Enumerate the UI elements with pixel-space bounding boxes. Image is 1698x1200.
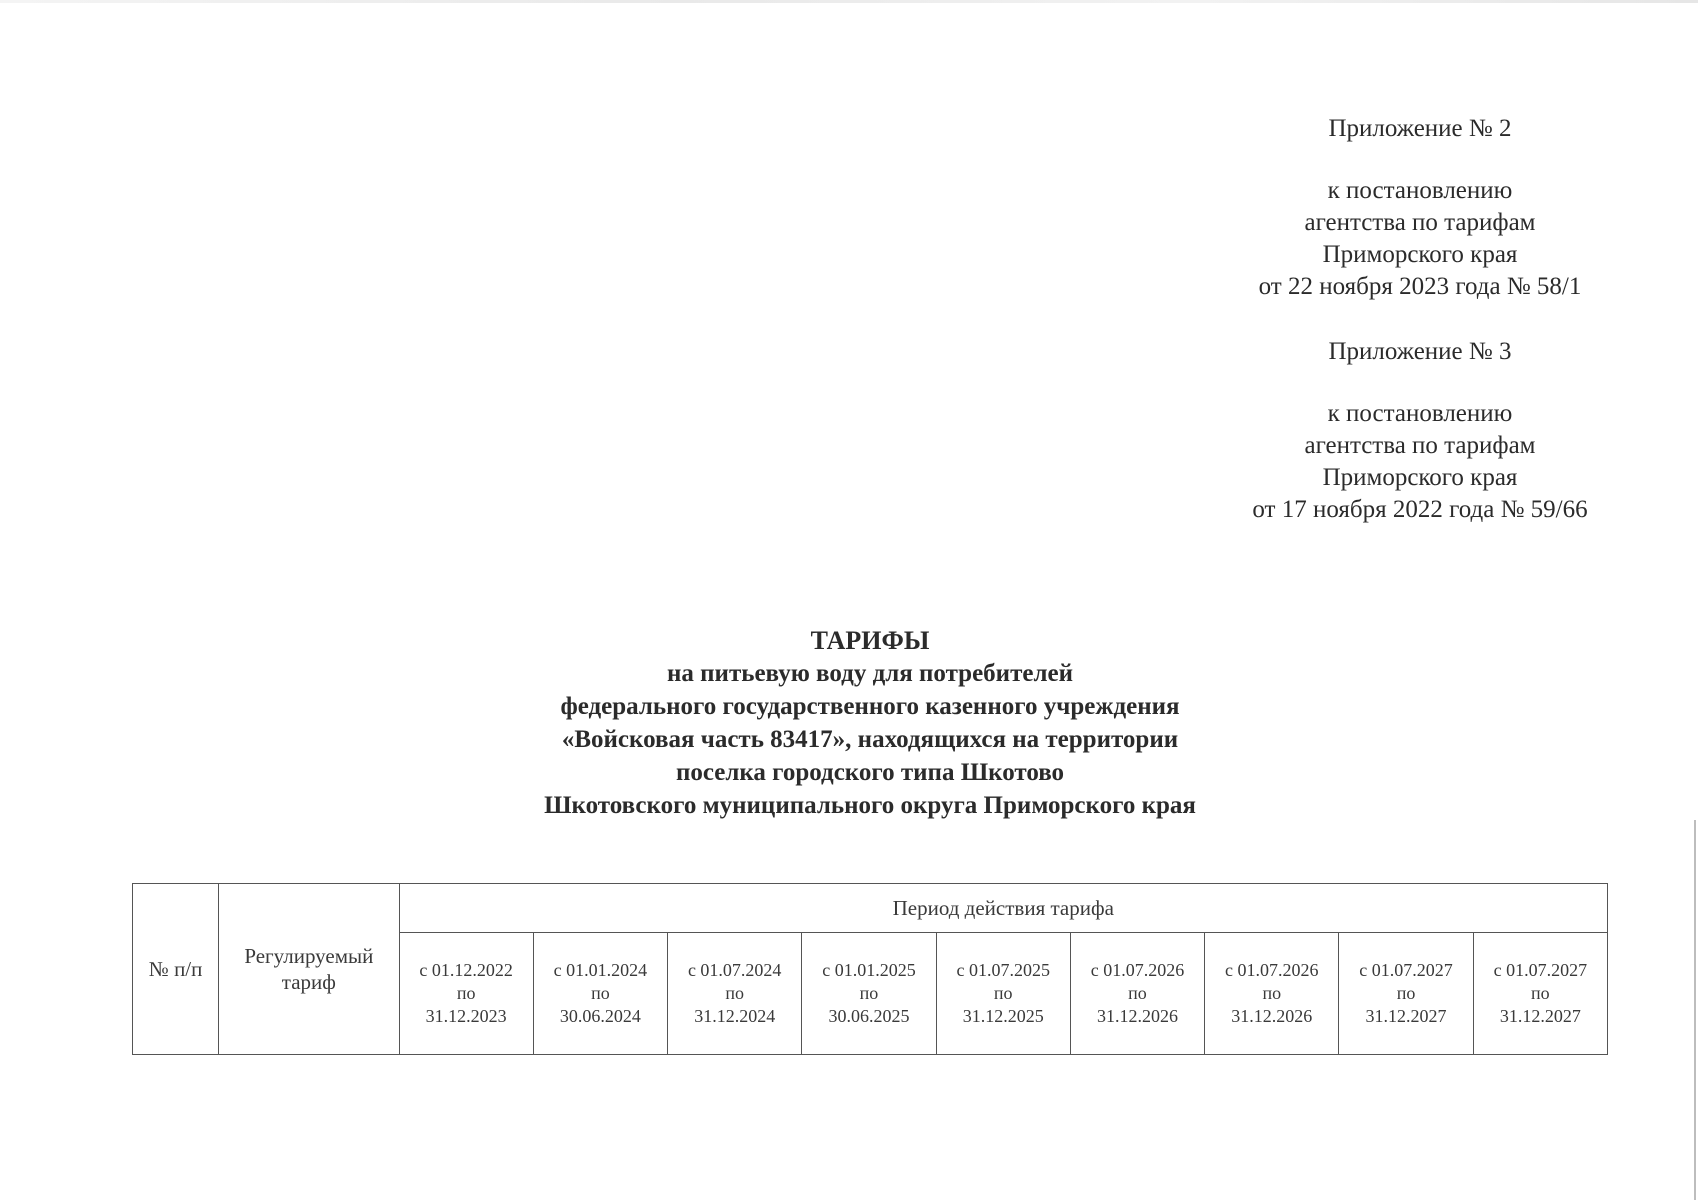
- period-to: 31.12.2024: [694, 1006, 776, 1026]
- appendix-3-line: Приморского края: [1322, 464, 1518, 491]
- appendix-3-date-line: от 17 ноября 2022 года № 59/66: [1252, 496, 1588, 523]
- period-column-header: [936, 933, 1070, 1055]
- period-to: 30.06.2024: [559, 1006, 641, 1026]
- period-to: 31.12.2026: [1231, 1006, 1313, 1026]
- table-header-row: [133, 884, 1608, 933]
- period-to: 31.12.2027: [1499, 1006, 1581, 1026]
- period-from: с 01.01.2025: [822, 960, 916, 980]
- period-by: по: [725, 983, 745, 1003]
- title-line: на питьевую воду для потребителей: [667, 660, 1073, 687]
- period-column-header: [1070, 933, 1204, 1055]
- appendix-3-line: агентства по тарифам: [1304, 432, 1536, 459]
- appendix-2-line: Приморского края: [1322, 241, 1518, 268]
- appendix-3-block: [1160, 336, 1680, 526]
- period-from: с 01.07.2025: [956, 960, 1050, 980]
- appendix-2-line: агентства по тарифам: [1304, 209, 1536, 236]
- column-header-number: № п/п: [133, 884, 219, 1055]
- period-by: по: [993, 983, 1013, 1003]
- title-line: Шкотовского муниципального округа Приморского края: [544, 792, 1196, 819]
- period-from: с 01.07.2026: [1225, 960, 1319, 980]
- period-from: с 01.07.2027: [1493, 960, 1588, 980]
- document-title: ТАРИФЫ: [810, 626, 930, 655]
- scan-edge-top: [0, 0, 1698, 3]
- period-from: с 01.07.2024: [687, 960, 782, 980]
- appendix-3-line: к постановлению: [1327, 400, 1513, 427]
- appendix-2-heading: Приложение № 2: [1328, 115, 1512, 142]
- period-to: 31.12.2027: [1365, 1006, 1447, 1026]
- column-header-period: Период действия тарифа: [399, 884, 1607, 933]
- column-header-tariff: Регулируемый тариф: [219, 884, 399, 1055]
- period-from: с 01.12.2022: [419, 960, 513, 980]
- scan-edge-right: [1694, 820, 1696, 1200]
- period-column-header: [802, 933, 936, 1055]
- period-by: по: [1262, 983, 1282, 1003]
- period-from: с 01.07.2027: [1359, 960, 1453, 980]
- period-column-header: [668, 933, 802, 1055]
- period-to: 31.12.2025: [962, 1006, 1044, 1026]
- period-column-header: [1473, 933, 1607, 1055]
- period-to: 31.12.2023: [425, 1006, 507, 1026]
- appendix-2-date-line: от 22 ноября 2023 года № 58/1: [1258, 273, 1582, 300]
- title-line: поселка городского типа Шкотово: [675, 759, 1065, 786]
- period-by: по: [1531, 983, 1550, 1003]
- title-line: федерального государственного казенного учреждения: [560, 693, 1180, 720]
- title-line: «Войсковая часть 83417», находящихся на территории: [561, 726, 1179, 753]
- period-to: 30.06.2025: [828, 1006, 910, 1026]
- period-by: по: [859, 983, 879, 1003]
- period-by: по: [1396, 983, 1416, 1003]
- period-column-header: [399, 933, 533, 1055]
- appendix-2-block: [1160, 113, 1680, 303]
- period-by: по: [1128, 983, 1147, 1003]
- period-column-header: [1205, 933, 1339, 1055]
- period-column-header: [1339, 933, 1473, 1055]
- period-by: по: [456, 983, 476, 1003]
- document-title-block: [370, 624, 1370, 822]
- appendix-2-line: к постановлению: [1327, 177, 1513, 204]
- period-by: по: [591, 983, 610, 1003]
- tariff-table: [132, 883, 1608, 1055]
- period-from: с 01.01.2024: [553, 960, 648, 980]
- period-column-header: [533, 933, 667, 1055]
- period-to: 31.12.2026: [1096, 1006, 1178, 1026]
- appendix-3-heading: Приложение № 3: [1328, 338, 1512, 365]
- period-from: с 01.07.2026: [1090, 960, 1185, 980]
